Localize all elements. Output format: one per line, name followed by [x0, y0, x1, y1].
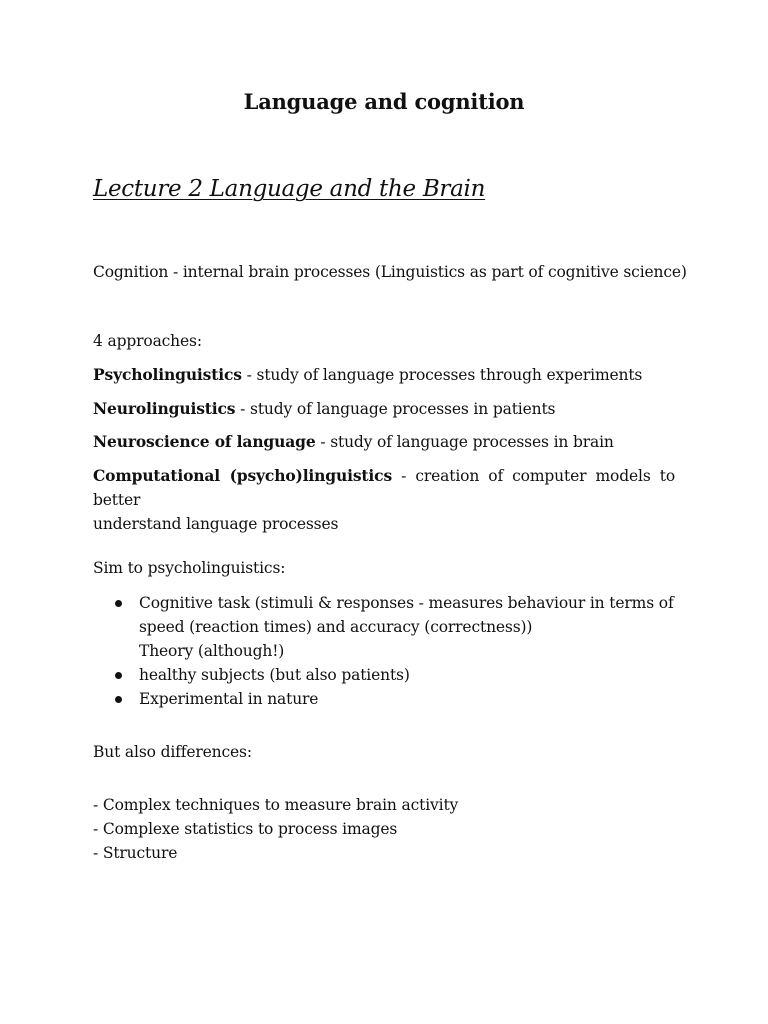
list-item-line: Cognitive task (stimuli & responses - measures behaviour in terms of: [139, 594, 674, 612]
bullet-icon: [115, 600, 122, 607]
list-item: - Complex techniques to measure brain activity: [93, 796, 459, 814]
approach-neurolinguistics: [93, 397, 555, 421]
approach-description: - study of language processes in brain: [315, 433, 614, 451]
approach-description: - study of language processes through experiments: [241, 366, 643, 384]
list-item: [93, 591, 693, 663]
differences-heading: But also differences:: [93, 743, 252, 761]
bullet-icon: [115, 672, 122, 679]
list-item-line: Experimental in nature: [139, 690, 319, 708]
lecture-title: Lecture 2 Language and the Brain: [93, 176, 486, 202]
approach-term: Computational (psycho)linguistics: [93, 466, 393, 485]
approach-computational-linguistics: [93, 464, 675, 536]
list-item: - Complexe statistics to process images: [93, 820, 398, 838]
document-title: Language and cognition: [243, 89, 525, 114]
approach-psycholinguistics: [93, 363, 642, 387]
list-item-line: Theory (although!): [139, 642, 285, 660]
differences-list: [93, 793, 458, 865]
similarities-list: [93, 591, 693, 711]
approach-description: - creation of computer models to better: [93, 467, 675, 509]
list-item: - Structure: [93, 844, 178, 862]
list-item: [93, 687, 693, 711]
approach-first-line: [93, 464, 675, 512]
cognition-definition: Cognition - internal brain processes (Linguistics as part of cognitive science): [93, 263, 687, 281]
approaches-heading: 4 approaches:: [93, 332, 202, 350]
similarities-heading: Sim to psycholinguistics:: [93, 559, 286, 577]
list-item-line: healthy subjects (but also patients): [139, 666, 410, 684]
approach-neuroscience-of-language: [93, 430, 614, 454]
approach-term: Psycholinguistics: [93, 365, 242, 384]
approach-description-continued: understand language processes: [93, 515, 339, 533]
approach-term: Neuroscience of language: [93, 432, 316, 451]
list-item: [93, 663, 693, 687]
bullet-icon: [115, 696, 122, 703]
approach-term: Neurolinguistics: [93, 399, 236, 418]
approach-description: - study of language processes in patients: [235, 400, 556, 418]
list-item-line: speed (reaction times) and accuracy (correctness)): [139, 618, 533, 636]
